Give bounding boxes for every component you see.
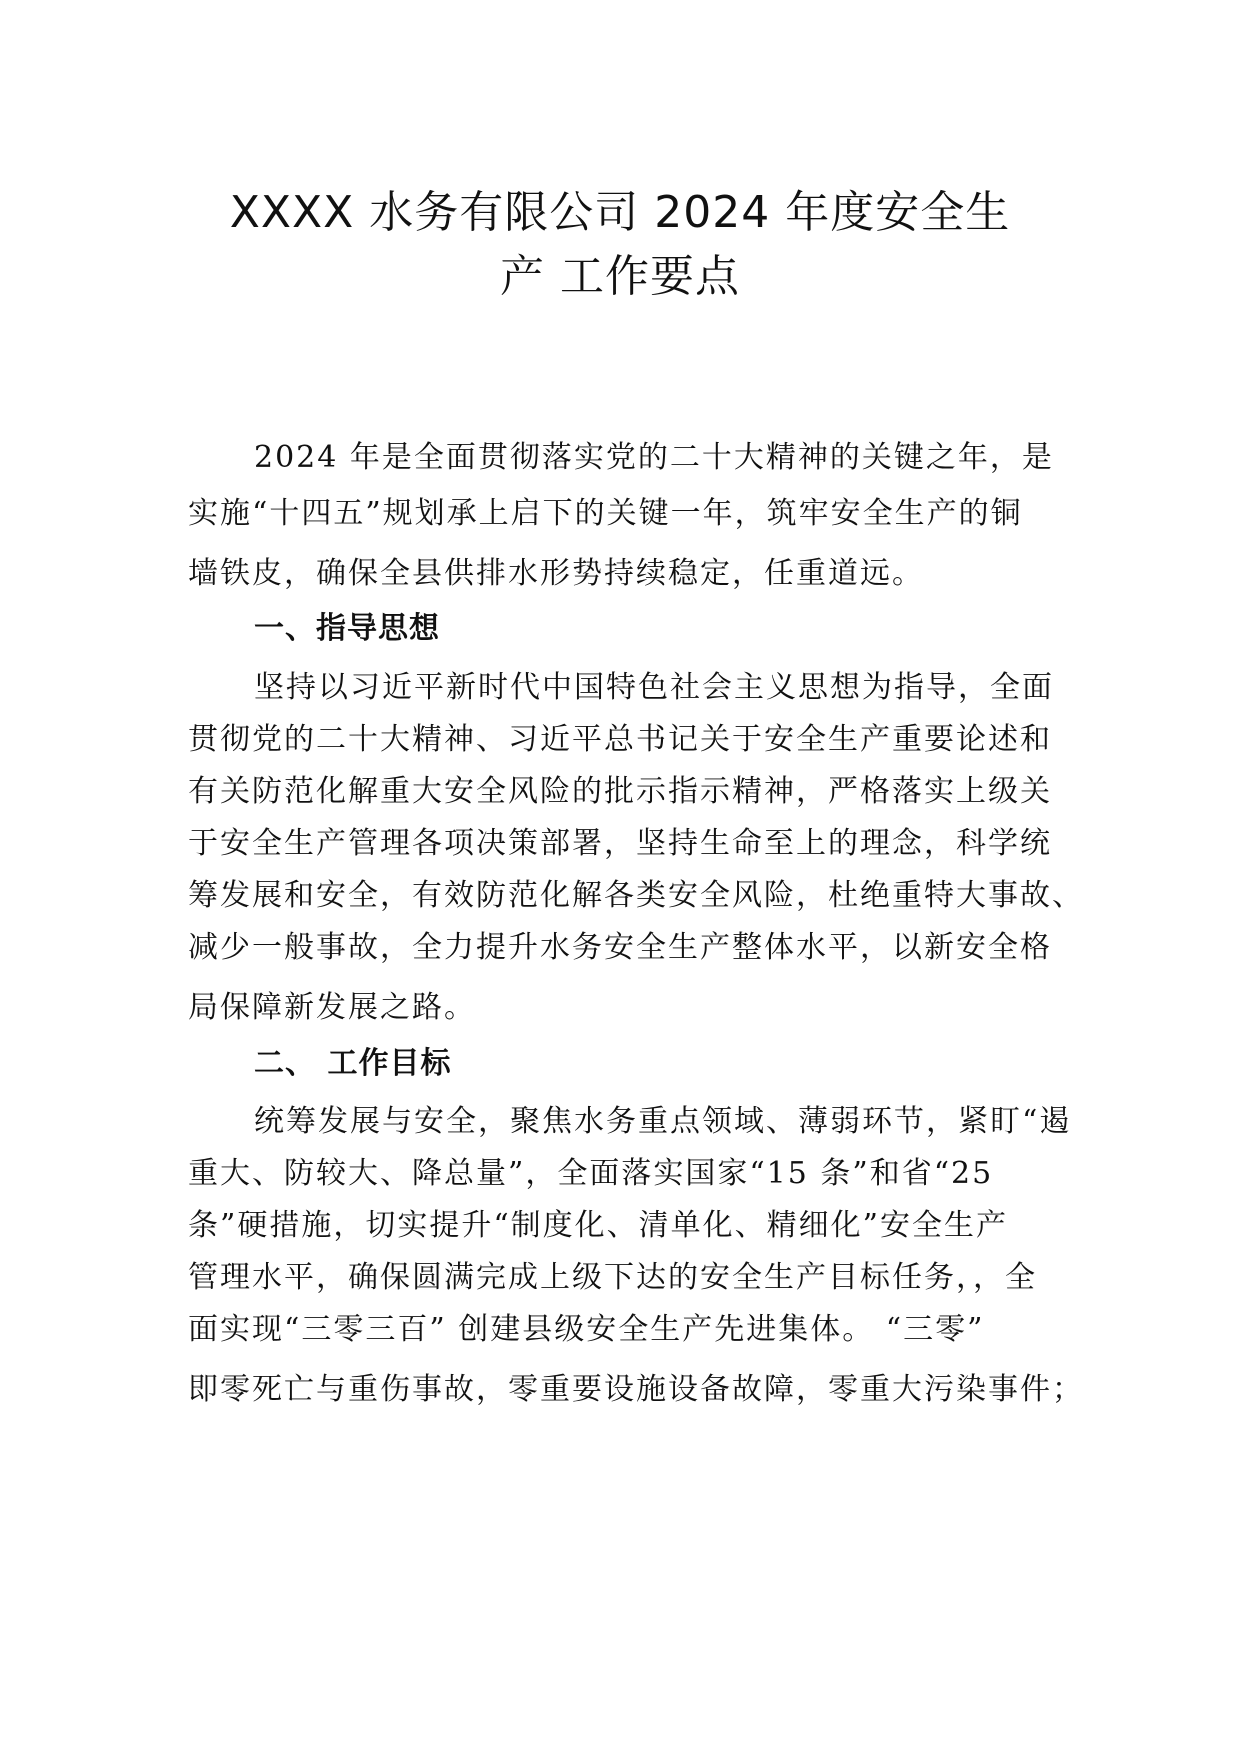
section1-line-2: 贯彻党的二十大精神、习近平总书记关于安全生产重要论述和 bbox=[188, 722, 1052, 757]
intro-line-2: 实施“十四五”规划承上启下的关键一年，筑牢安全生产的铜 bbox=[188, 496, 1023, 531]
section1-line-1: 坚持以习近平新时代中国特色社会主义思想为指导，全面 bbox=[254, 670, 1054, 705]
document-title-line2: 产 工作要点 bbox=[500, 251, 740, 302]
section2-heading: 二、 工作目标 bbox=[254, 1046, 452, 1081]
section1-line-3: 有关防范化解重大安全风险的批示指示精神，严格落实上级关 bbox=[188, 774, 1052, 809]
section1-line-7: 局保障新发展之路。 bbox=[188, 990, 476, 1025]
section2-line-2: 重大、防较大、降总量”，全面落实国家“15 条”和省“25 bbox=[188, 1156, 994, 1191]
intro-line-3: 墙铁皮，确保全县供排水形势持续稳定，任重道远。 bbox=[188, 556, 924, 591]
section2-line-4: 管理水平，确保圆满完成上级下达的安全生产目标任务，，全 bbox=[188, 1260, 1037, 1295]
section2-line-5: 面实现“三零三百” 创建县级安全生产先进集体。 “三零” bbox=[188, 1312, 985, 1347]
section1-line-4: 于安全生产管理各项决策部署，坚持生命至上的理念，科学统 bbox=[188, 826, 1052, 861]
intro-line-1: 2024 年是全面贯彻落实党的二十大精神的关键之年，是 bbox=[254, 440, 1054, 475]
section1-line-6: 减少一般事故，全力提升水务安全生产整体水平，以新安全格 bbox=[188, 930, 1052, 965]
section1-line-5: 筹发展和安全，有效防范化解各类安全风险，杜绝重特大事故、 bbox=[188, 878, 1084, 913]
section2-line-6: 即零死亡与重伤事故，零重要设施设备故障，零重大污染事件； bbox=[188, 1372, 1084, 1407]
section2-line-1: 统筹发展与安全，聚焦水务重点领域、薄弱环节，紧盯“遏 bbox=[254, 1104, 1072, 1139]
section1-heading: 一、指导思想 bbox=[254, 611, 440, 646]
document-title-line1: XXXX 水务有限公司 2024 年度安全生 bbox=[229, 187, 1011, 238]
section2-line-3: 条”硬措施，切实提升“制度化、清单化、精细化”安全生产 bbox=[188, 1208, 1009, 1243]
